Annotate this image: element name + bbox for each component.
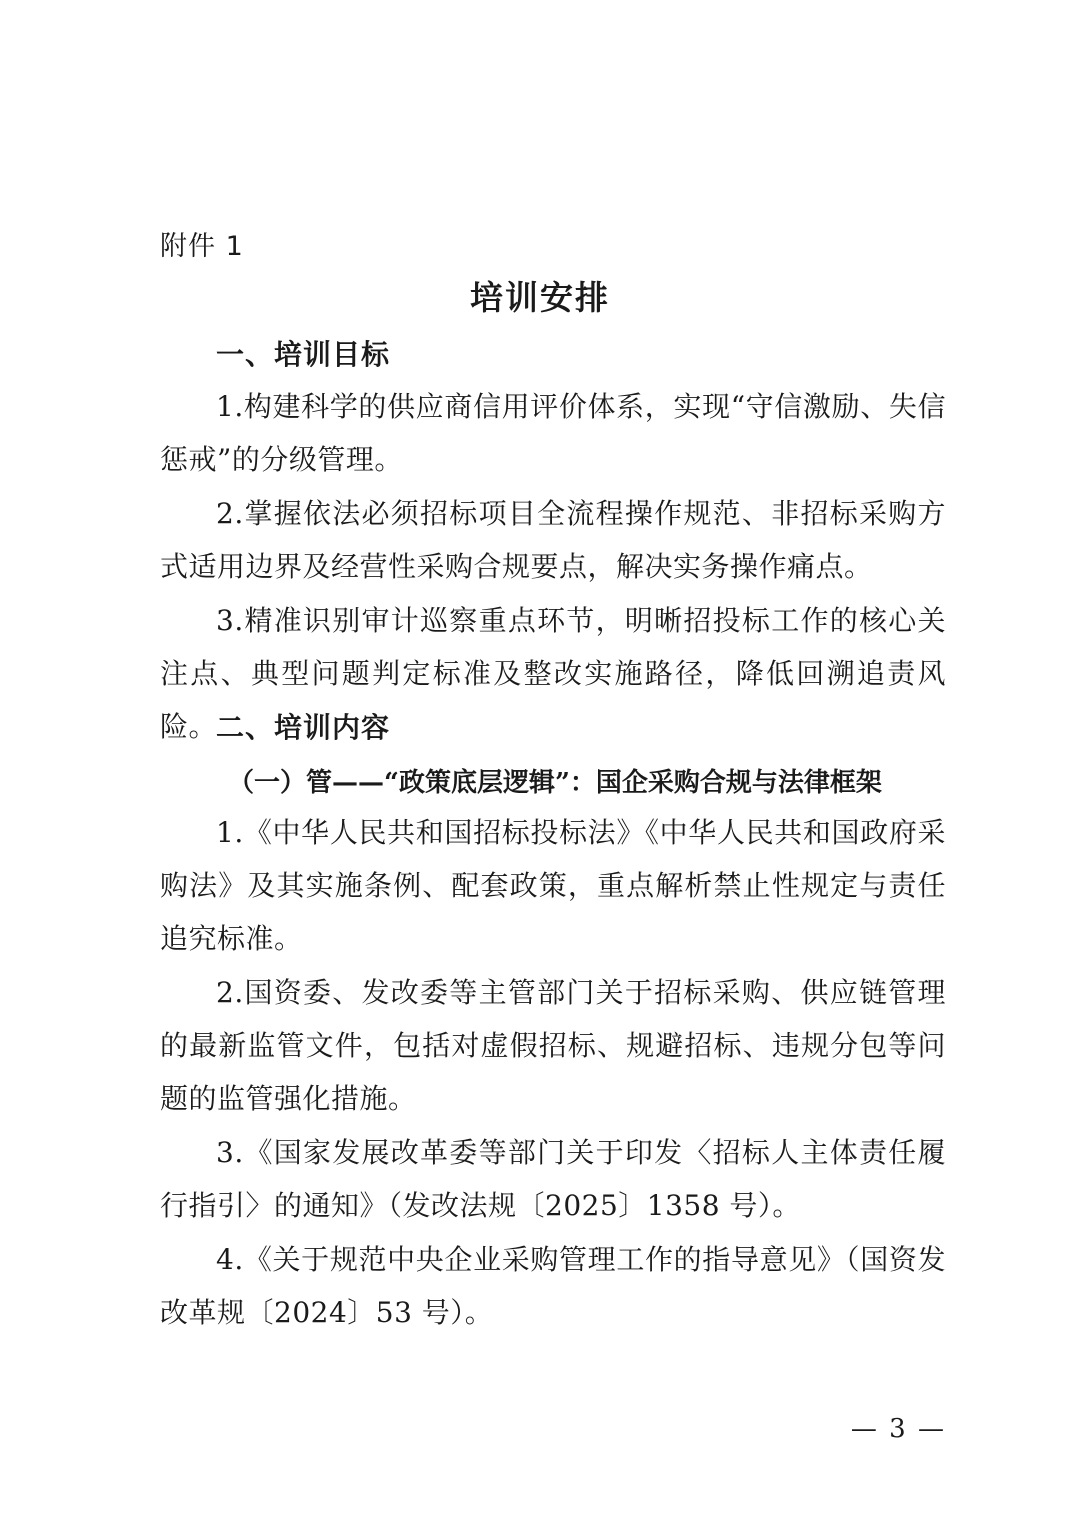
subsection-heading: （一）管——“政策底层逻辑”：国企采购合规与法律框架 — [228, 768, 882, 798]
content-item-3: 3.《国家发展改革委等部门关于印发〈招标人主体责任履行指引〉的通知》（发改法规〔2025〕1358 号）。 — [160, 1136, 946, 1222]
goal-item-2: 2.掌握依法必须招标项目全流程操作规范、非招标采购方式适用边界及经营性采购合规要点，解决实务操作痛点。 — [160, 497, 946, 583]
goal-item-3: 3.精准识别审计巡察重点环节，明晰招投标工作的核心关注点、典型问题判定标准及整改实施路径，降低回溯追责风险。 — [160, 604, 946, 743]
section-heading-content: 二、培训内容 — [216, 711, 391, 744]
page-title: 培训安排 — [470, 278, 610, 317]
attachment-label: 附件 1 — [160, 231, 244, 262]
page-number: — 3 — — [850, 1414, 946, 1444]
content-item-2: 2.国资委、发改委等主管部门关于招标采购、供应链管理的最新监管文件，包括对虚假招标、规避招标、违规分包等问题的监管强化措施。 — [160, 976, 946, 1115]
content-item-4: 4.《关于规范中央企业采购管理工作的指导意见》（国资发改革规〔2024〕53 号）。 — [160, 1243, 946, 1329]
goal-item-1: 1.构建科学的供应商信用评价体系，实现“守信激励、失信惩戒”的分级管理。 — [160, 390, 946, 476]
section-heading-goals: 一、培训目标 — [216, 338, 391, 371]
content-item-1: 1.《中华人民共和国招标投标法》《中华人民共和国政府采购法》及其实施条例、配套政策，重点解析禁止性规定与责任追究标准。 — [160, 816, 946, 955]
